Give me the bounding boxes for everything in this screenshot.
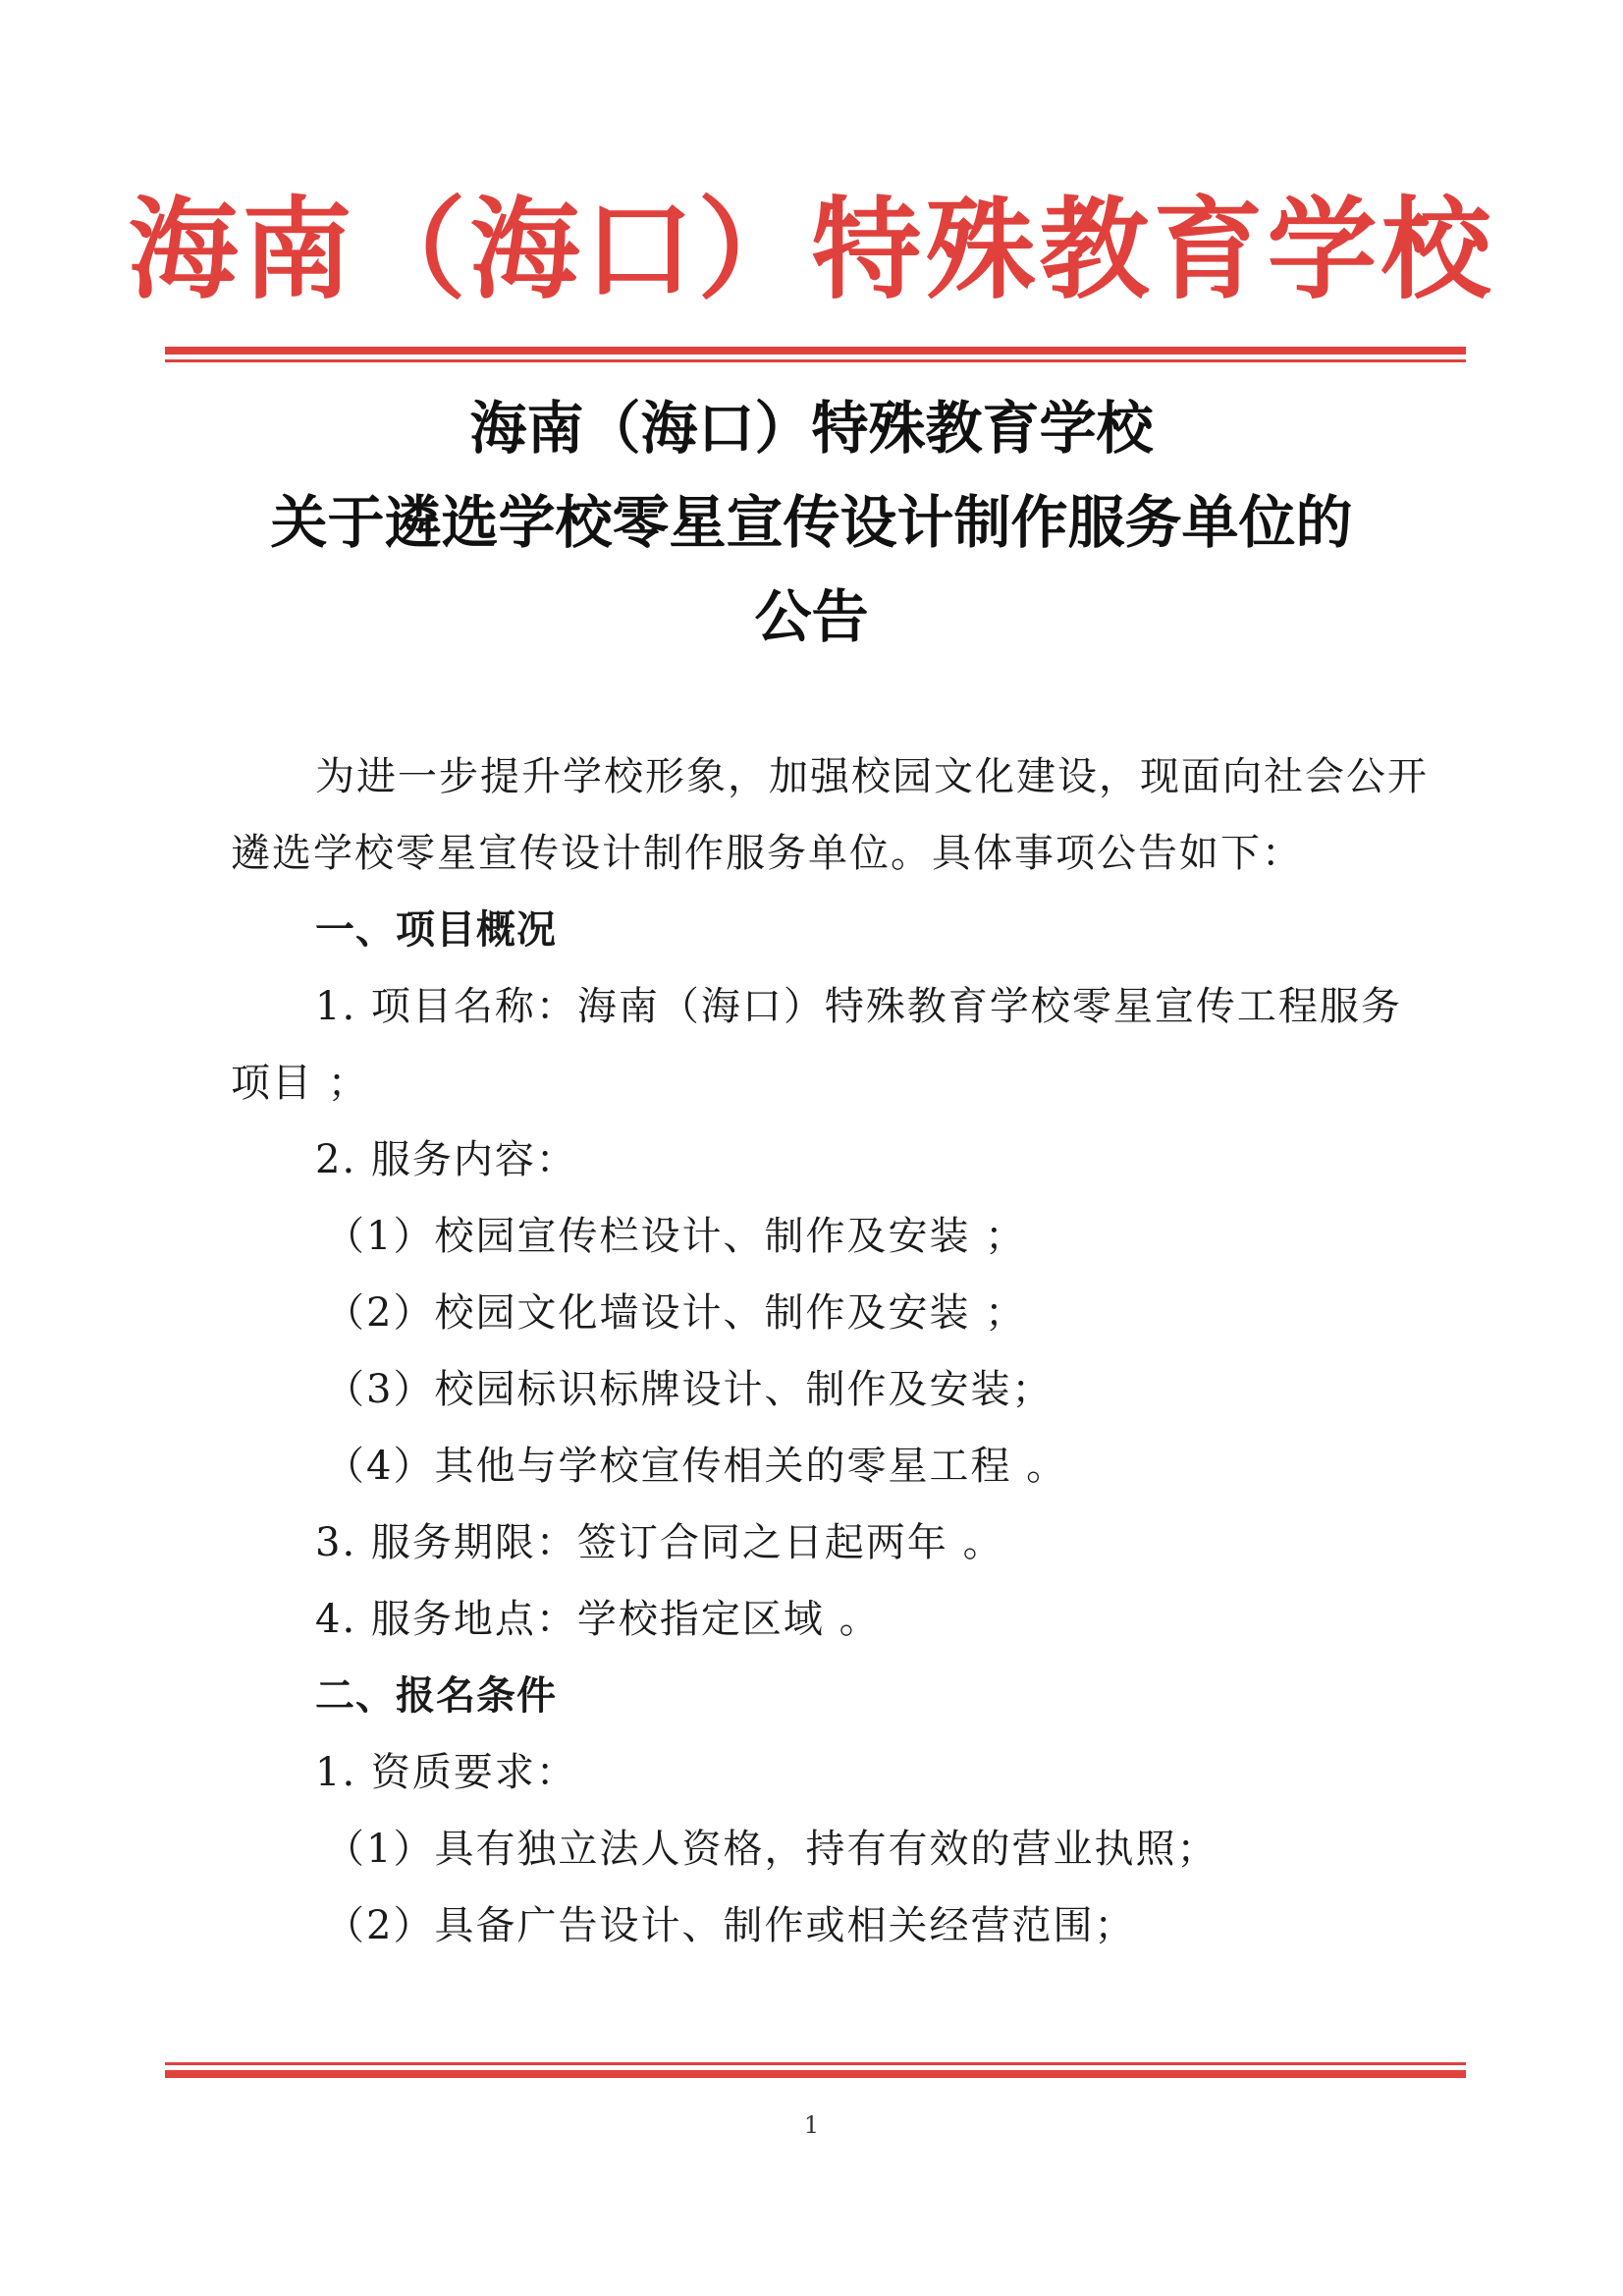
qualification-item: 1. 资质要求： [315,1750,577,1795]
title-line-2: 关于遴选学校零星宣传设计制作服务单位的 [270,489,1353,556]
service-content-sub-4: （4）其他与学校宣传相关的零星工程 。 [325,1444,1068,1489]
intro-paragraph: 为进一步提升学校形象，加强校园文化建设，现面向社会公开遴选学校零星宣传设计制作服务单位。具体事项公告如下： [231,754,1429,876]
project-name-item: 1. 项目名称：海南（海口）特殊教育学校零星宣传工程服务项目 ； [231,984,1402,1106]
qualification-sub-2: （2）具备广告设计、制作或相关经营范围； [325,1903,1136,1948]
header-rule-thin [165,359,1466,362]
header-rule-thick [165,347,1466,355]
service-content-sub-1: （1）校园宣传栏设计、制作及安装 ； [325,1214,1027,1259]
service-content-sub-2: （2）校园文化墙设计、制作及安装 ； [325,1290,1027,1336]
document-body [231,738,1429,1964]
qualification-sub-1: （1）具有独立法人资格，持有有效的营业执照； [325,1827,1218,1872]
section-heading-registration-conditions: 二、报名条件 [315,1673,557,1719]
section-heading-project-overview: 一、项目概况 [315,907,557,953]
service-location-item: 4. 服务地点：学校指定区域 。 [315,1597,881,1642]
page-number: 1 [803,2111,820,2139]
letterhead-organization: 海南（海口）特殊教育学校 [128,186,1495,314]
service-period-item: 3. 服务期限：签订合同之日起两年 。 [315,1520,1004,1565]
title-line-3: 公告 [754,583,869,650]
document-title [0,381,1623,664]
service-content-sub-3: （3）校园标识标牌设计、制作及安装； [325,1367,1054,1412]
title-line-1: 海南（海口）特殊教育学校 [469,395,1154,462]
service-content-item: 2. 服务内容： [315,1137,577,1182]
footer-rule-thin [165,2062,1466,2065]
footer-rule-thick [165,2070,1466,2078]
